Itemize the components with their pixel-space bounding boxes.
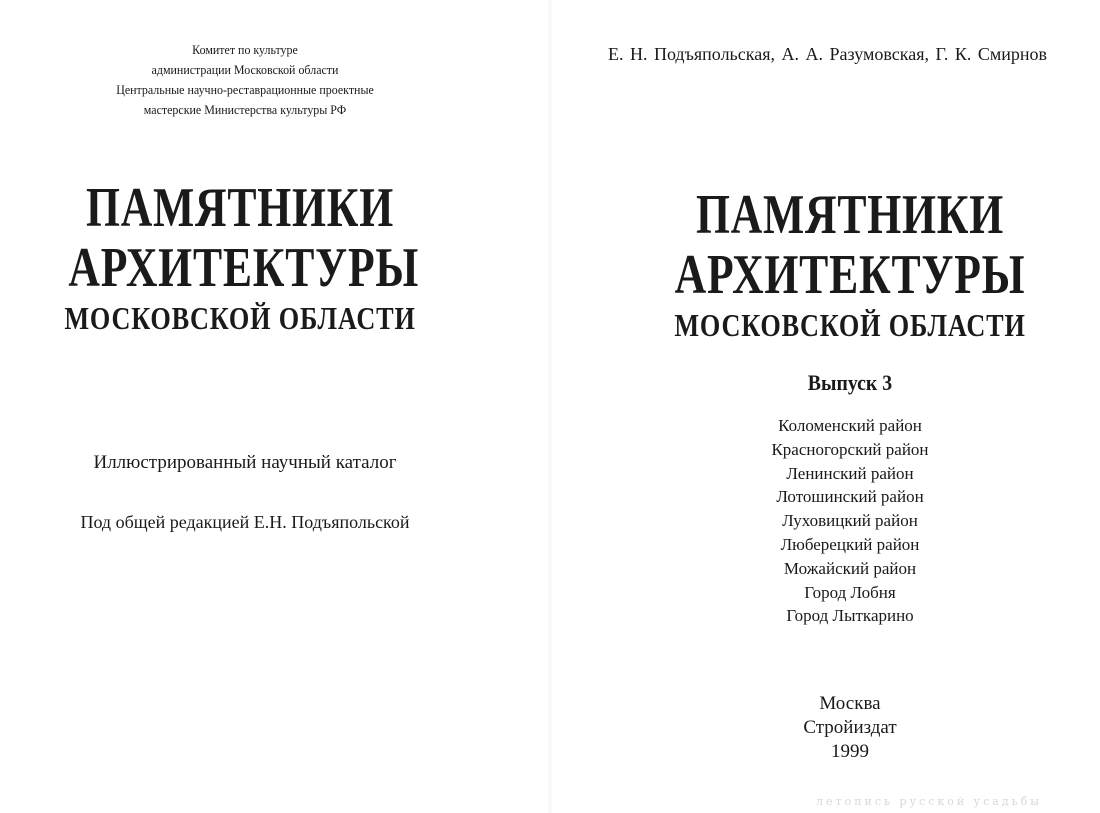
imprint-year: 1999 [831,741,869,762]
imprint-publisher: Стройиздат [803,717,897,738]
catalog-subtitle: Иллюстрированный научный каталог [93,452,397,473]
imprint-city: Москва [819,693,881,714]
list-item: Коломенский район [778,416,922,435]
book-title-right [600,185,1100,345]
list-item: Можайский район [783,558,917,578]
watermark: летопись русской усадьбы [816,795,1043,808]
title-line-1: ПАМЯТНИКИ [695,184,1005,246]
list-item: Люберецкий район [780,534,920,554]
title-line-2: АРХИТЕКТУРЫ [68,237,420,299]
org-line: Комитет по культуре [192,42,298,57]
list-item: Лотошинский район [776,487,924,507]
authors-line: Е. Н. Подъяпольская, А. А. Разумовская, Г. К. Смирнов [607,44,1048,64]
title-line-2: АРХИТЕКТУРЫ [674,244,1026,306]
list-item: Город Лыткарино [786,606,914,626]
district-list [650,414,1050,628]
title-line-3: МОСКОВСКОЙ ОБЛАСТИ [64,300,416,336]
org-line: администрации Московской области [151,62,339,77]
title-line-3: МОСКОВСКОЙ ОБЛАСТИ [674,307,1026,343]
list-item: Город Лобня [804,582,896,602]
imprint-block [650,692,1050,764]
book-title-left [20,178,460,338]
list-item: Луховицкий район [782,511,918,531]
org-line: мастерские Министерства культуры РФ [143,102,347,117]
list-item: Красногорский район [771,439,929,459]
right-page [550,0,1100,813]
organization-block [93,40,397,120]
list-item: Ленинский район [786,463,914,483]
editor-credit: Под общей редакцией Е.Н. Подъяпольской [80,512,410,532]
title-line-1: ПАМЯТНИКИ [85,177,395,239]
issue-number: Выпуск 3 [807,370,893,395]
org-line: Центральные научно-реставрационные проектные [116,82,374,97]
